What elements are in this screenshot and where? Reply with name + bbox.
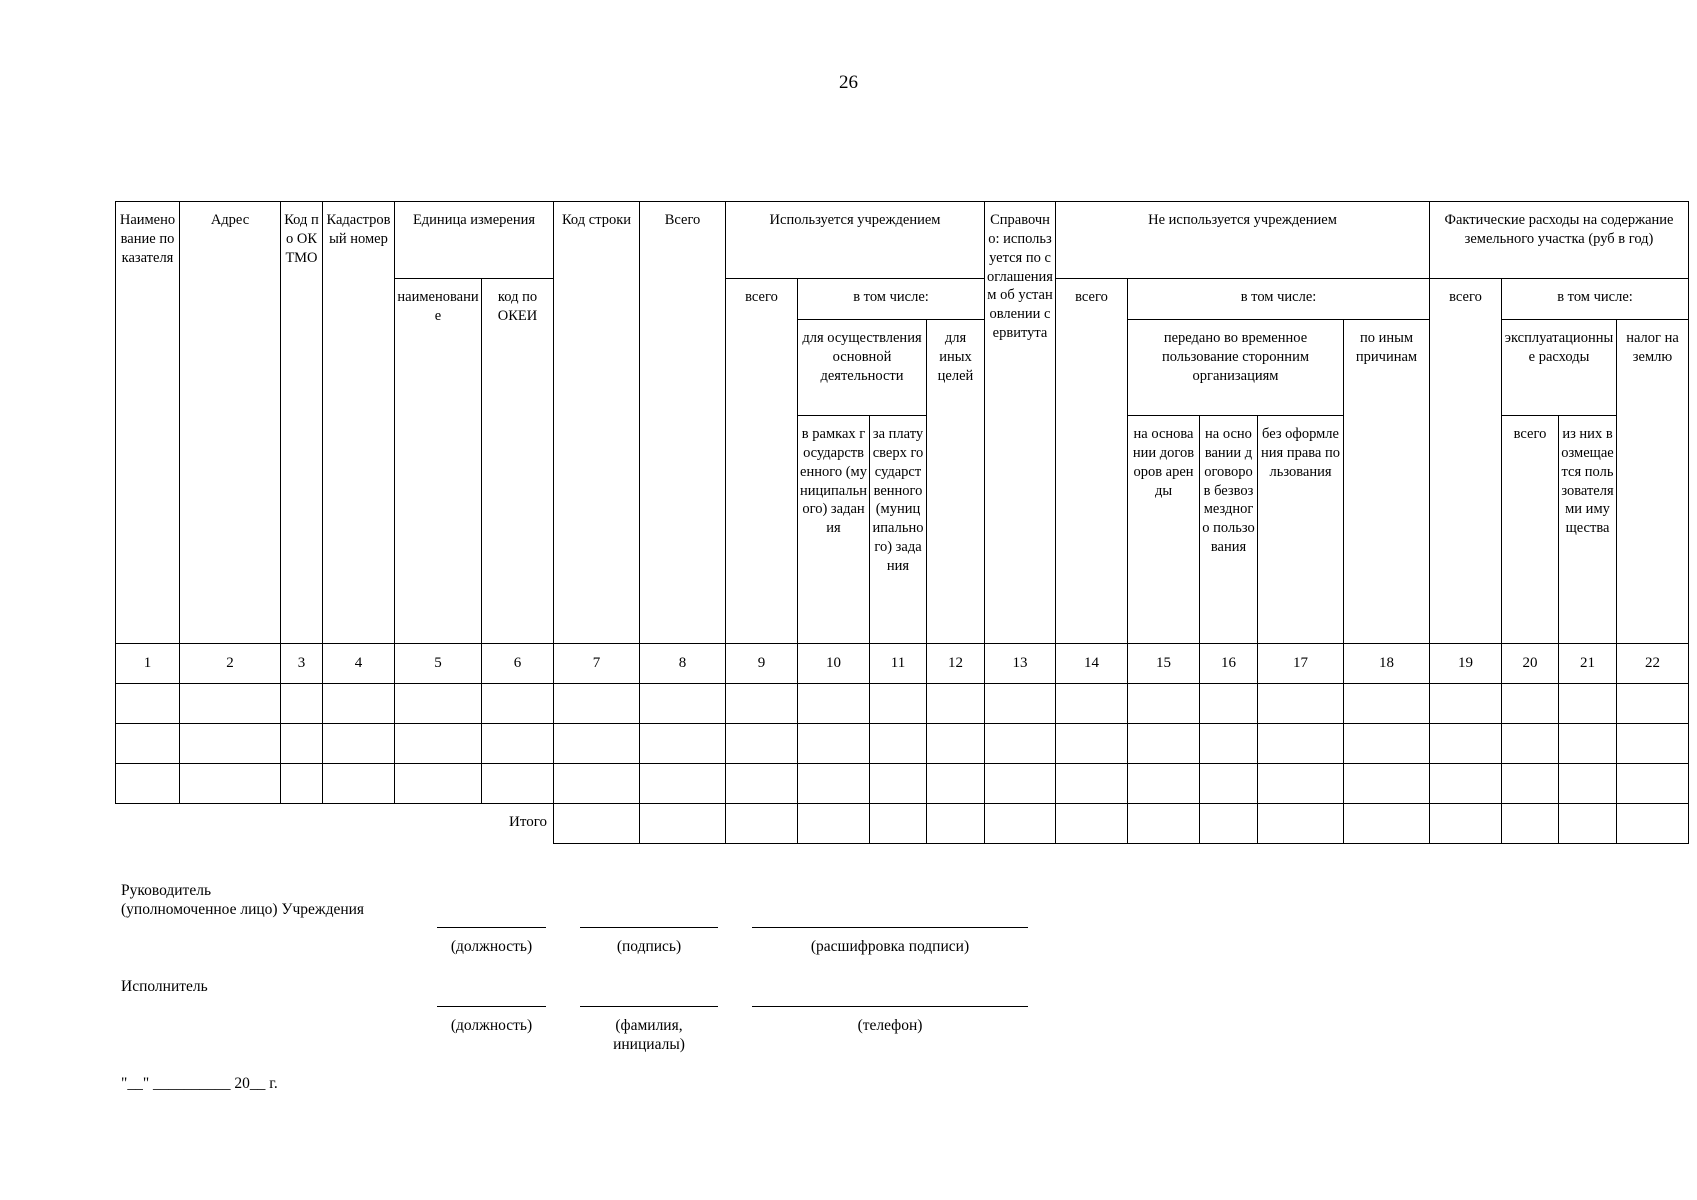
executor-position-caption: (должность) — [450, 1017, 533, 1034]
table-cell[interactable] — [180, 684, 281, 724]
table-cell[interactable] — [798, 764, 870, 804]
table-cell[interactable] — [927, 764, 985, 804]
table-cell[interactable] — [1344, 684, 1430, 724]
table-row — [116, 724, 1689, 764]
table-cell[interactable] — [1502, 764, 1559, 804]
total-cell[interactable] — [554, 804, 640, 844]
column-number: 19 — [1430, 644, 1502, 684]
table-cell[interactable] — [870, 724, 927, 764]
head-decoding-line — [752, 927, 1028, 928]
total-cell[interactable] — [1502, 804, 1559, 844]
header-unit-code: код по ОКЕИ — [482, 279, 554, 644]
head-signature-caption: (подпись) — [616, 938, 682, 955]
header-notused-incl: в том числе: — [1128, 279, 1430, 320]
report-table — [115, 201, 1689, 844]
header-exp-incl: в том числе: — [1502, 279, 1689, 320]
table-cell[interactable] — [395, 724, 482, 764]
executor-name-caption: (фамилия, инициалы) — [613, 1017, 685, 1054]
total-cell[interactable] — [640, 804, 726, 844]
total-cell[interactable] — [1617, 804, 1689, 844]
header-used-incl: в том числе: — [798, 279, 985, 320]
header-paid: за плату сверх государственного (муниципального) задания — [870, 416, 927, 644]
table-cell[interactable] — [798, 684, 870, 724]
table-row — [116, 764, 1689, 804]
column-number: 20 — [1502, 644, 1559, 684]
table-cell[interactable] — [1559, 684, 1617, 724]
column-number: 8 — [640, 644, 726, 684]
header-other-reasons: по иным причинам — [1344, 320, 1430, 644]
header-address: Адрес — [180, 202, 281, 644]
table-cell[interactable] — [985, 724, 1056, 764]
table-cell[interactable] — [1617, 724, 1689, 764]
header-cadastral: Кадастровый номер — [323, 202, 395, 644]
total-cell[interactable] — [1128, 804, 1200, 844]
table-cell[interactable] — [323, 684, 395, 724]
table-cell[interactable] — [1502, 724, 1559, 764]
column-number: 13 — [985, 644, 1056, 684]
table-cell[interactable] — [1128, 684, 1200, 724]
header-unit-name: наименование — [395, 279, 482, 644]
table-cell[interactable] — [180, 724, 281, 764]
table-cell[interactable] — [1430, 684, 1502, 724]
executor-name-line — [580, 1006, 718, 1007]
column-number: 9 — [726, 644, 798, 684]
total-cell[interactable] — [1258, 804, 1344, 844]
table-cell[interactable] — [1258, 684, 1344, 724]
total-cell[interactable] — [985, 804, 1056, 844]
head-position-caption: (должность) — [450, 938, 533, 955]
table-cell[interactable] — [1617, 764, 1689, 804]
table-cell[interactable] — [395, 684, 482, 724]
table-cell[interactable] — [1200, 684, 1258, 724]
column-number: 4 — [323, 644, 395, 684]
table-cell[interactable] — [554, 684, 640, 724]
column-number: 22 — [1617, 644, 1689, 684]
column-number: 2 — [180, 644, 281, 684]
table-cell[interactable] — [1200, 764, 1258, 804]
table-cell[interactable] — [726, 684, 798, 724]
page-number: 26 — [839, 72, 858, 93]
table-cell[interactable] — [640, 724, 726, 764]
head-signature-line — [580, 927, 718, 928]
header-used-main: для осуществления основной деятельности — [798, 320, 927, 416]
executor-label: Исполнитель — [121, 978, 208, 995]
header-used-total: всего — [726, 279, 798, 644]
table-cell[interactable] — [1128, 724, 1200, 764]
column-number: 18 — [1344, 644, 1430, 684]
column-number: 7 — [554, 644, 640, 684]
table-cell[interactable] — [985, 684, 1056, 724]
header-line-code: Код строки — [554, 202, 640, 644]
column-numbers-row — [116, 644, 1689, 684]
header-servitude: Справочно: используется по соглашениям об установлении сервитута — [985, 202, 1056, 644]
table-cell[interactable] — [395, 764, 482, 804]
column-number: 11 — [870, 644, 927, 684]
table-cell[interactable] — [180, 764, 281, 804]
column-number: 6 — [482, 644, 554, 684]
table-cell[interactable] — [1344, 764, 1430, 804]
column-number: 3 — [281, 644, 323, 684]
table-cell[interactable] — [482, 724, 554, 764]
total-label: Итого — [509, 814, 547, 830]
header-unit: Единица измерения — [395, 202, 554, 279]
table-row — [116, 684, 1689, 724]
table-cell[interactable] — [640, 764, 726, 804]
table-cell[interactable] — [1430, 764, 1502, 804]
head-label: Руководитель — [121, 882, 212, 899]
table-cell[interactable] — [1128, 764, 1200, 804]
header-oktmo: Код по ОКТМО — [281, 202, 323, 644]
column-number: 12 — [927, 644, 985, 684]
executor-phone-caption: (телефон) — [857, 1017, 923, 1034]
table-cell[interactable] — [554, 764, 640, 804]
total-cell[interactable] — [1056, 804, 1128, 844]
table-cell[interactable] — [1258, 764, 1344, 804]
table-cell[interactable] — [1617, 684, 1689, 724]
header-reimbursed: из них возмещается пользователями имущества — [1559, 416, 1617, 644]
total-row — [116, 804, 1689, 844]
table-cell[interactable] — [281, 724, 323, 764]
head-decoding-caption: (расшифровка подписи) — [810, 938, 970, 955]
total-cell[interactable] — [726, 804, 798, 844]
header-notused-total: всего — [1056, 279, 1128, 644]
table-cell[interactable] — [116, 724, 180, 764]
column-number: 1 — [116, 644, 180, 684]
header-exploit-total: всего — [1502, 416, 1559, 644]
head-label-sub: (уполномоченное лицо) Учреждения — [121, 901, 365, 918]
total-cell[interactable] — [1200, 804, 1258, 844]
head-position-line — [437, 927, 546, 928]
table-cell[interactable] — [1559, 764, 1617, 804]
table-cell[interactable] — [116, 684, 180, 724]
table-cell[interactable] — [1056, 764, 1128, 804]
table-cell[interactable] — [281, 684, 323, 724]
table-cell[interactable] — [482, 764, 554, 804]
table-cell[interactable] — [870, 684, 927, 724]
header-not-used: Не используется учреждением — [1056, 202, 1430, 279]
header-rent: на основании договоров аренды — [1128, 416, 1200, 644]
table-cell[interactable] — [281, 764, 323, 804]
column-number: 15 — [1128, 644, 1200, 684]
header-total: Всего — [640, 202, 726, 644]
table-cell[interactable] — [1056, 684, 1128, 724]
table-cell[interactable] — [798, 724, 870, 764]
header-temp-use: передано во временное пользование сторонним организациям — [1128, 320, 1344, 416]
table-cell[interactable] — [116, 764, 180, 804]
table-cell[interactable] — [985, 764, 1056, 804]
header-expenses: Фактические расходы на содержание земельного участка (руб в год) — [1430, 202, 1689, 279]
column-number: 5 — [395, 644, 482, 684]
total-cell[interactable] — [1559, 804, 1617, 844]
total-cell[interactable] — [1430, 804, 1502, 844]
table-cell[interactable] — [1430, 724, 1502, 764]
table-cell[interactable] — [726, 764, 798, 804]
header-free-use: на основании договоров безвозмездного пользования — [1200, 416, 1258, 644]
table-cell[interactable] — [323, 764, 395, 804]
total-cell[interactable] — [798, 804, 870, 844]
column-number: 16 — [1200, 644, 1258, 684]
table-cell[interactable] — [1344, 724, 1430, 764]
table-cell[interactable] — [1258, 724, 1344, 764]
header-no-formal: без оформления права пользования — [1258, 416, 1344, 644]
table-cell[interactable] — [870, 764, 927, 804]
table-cell[interactable] — [726, 724, 798, 764]
table-cell[interactable] — [1200, 724, 1258, 764]
executor-phone-line — [752, 1006, 1028, 1007]
header-exp-total: всего — [1430, 279, 1502, 644]
header-land-tax: налог на землю — [1617, 320, 1689, 644]
table-cell[interactable] — [927, 724, 985, 764]
header-state-task: в рамках государственного (муниципального) задания — [798, 416, 870, 644]
date-line: "__" __________ 20__ г. — [121, 1075, 278, 1092]
table-cell[interactable] — [482, 684, 554, 724]
column-number: 21 — [1559, 644, 1617, 684]
total-cell[interactable] — [870, 804, 927, 844]
table-cell[interactable] — [554, 724, 640, 764]
header-exploitation: эксплуатационные расходы — [1502, 320, 1617, 416]
column-number: 17 — [1258, 644, 1344, 684]
header-used: Используется учреждением — [726, 202, 985, 279]
total-cell[interactable] — [927, 804, 985, 844]
table-cell[interactable] — [1502, 684, 1559, 724]
header-used-other: для иных целей — [927, 320, 985, 644]
column-number: 10 — [798, 644, 870, 684]
table-cell[interactable] — [1559, 724, 1617, 764]
column-number: 14 — [1056, 644, 1128, 684]
header-indicator-name: Наименование показателя — [116, 202, 180, 644]
executor-position-line — [437, 1006, 546, 1007]
table-cell[interactable] — [1056, 724, 1128, 764]
total-cell[interactable] — [1344, 804, 1430, 844]
table-cell[interactable] — [640, 684, 726, 724]
table-cell[interactable] — [927, 684, 985, 724]
table-cell[interactable] — [323, 724, 395, 764]
